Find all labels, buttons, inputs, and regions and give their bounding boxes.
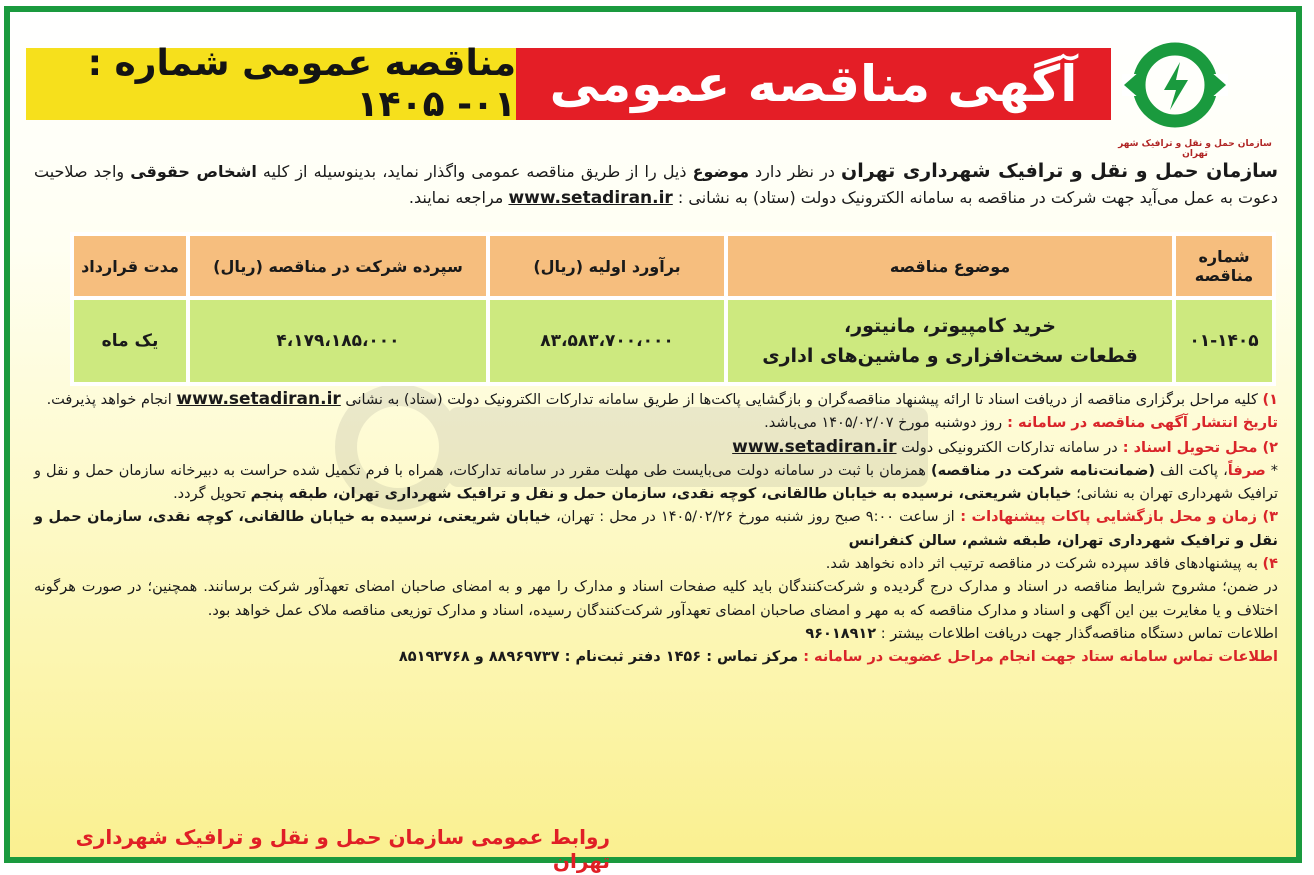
ad-title: آگهی مناقصه عمومی bbox=[549, 55, 1078, 113]
setad-contact-text: مرکز تماس : ۱۴۵۶ دفتر ثبت‌نام : ۸۸۹۶۹۷۳۷ و ۸۵۱۹۳۷۶۸ bbox=[398, 649, 799, 666]
setad-contact-label: اطلاعات تماس سامانه ستاد جهت انجام مراحل عضویت در سامانه : bbox=[798, 649, 1278, 666]
cell-estimate: ۸۳،۵۸۳،۷۰۰،۰۰۰ bbox=[488, 298, 726, 384]
item-4 bbox=[34, 553, 1278, 576]
item-3 bbox=[34, 506, 1278, 553]
ad-body bbox=[34, 388, 1278, 670]
note-envelope: (ضمانت‌نامه شرکت در مناقصه) bbox=[930, 462, 1155, 479]
item-1-text: کلیه مراحل برگزاری مناقصه از دریافت اسناد تا ارائه پیشنهاد مناقصه‌گران و بازگشایی پاکت‌ها از طریق سامانه تدارکات الکترونیک دولت (ستاد) به نشانی bbox=[340, 392, 1263, 408]
item-3-text: از ساعت ۹:۰۰ صبح روز شنبه مورخ ۱۴۰۵/۰۲/۲۶ در محل : تهران، bbox=[551, 509, 955, 526]
subject-line-2: قطعات سخت‌افزاری و ماشین‌های اداری bbox=[762, 345, 1138, 367]
envelope-note bbox=[34, 460, 1278, 507]
intro-paragraph bbox=[34, 158, 1278, 211]
cell-tender-number: ۰۱-۱۴۰۵ bbox=[1174, 298, 1274, 384]
note-only: صرفاً bbox=[1227, 462, 1266, 479]
logo-caption: سازمان حمل و نقل و ترافیک شهر تهران bbox=[1118, 139, 1272, 159]
publication-date-label: تاریخ انتشار آگهی مناقصه در سامانه : bbox=[1002, 415, 1278, 432]
note-text-3: تحویل گردد. bbox=[173, 486, 251, 503]
note-text-2: همزمان با ثبت در سامانه دولت می‌بایست طی مهلت مقرر در سامانه تدارکات، همراه با فرم تکمیل شده حراست به دبیرخانه سازمان حمل و نقل و ترافیک شهرداری تهران به نشانی؛ bbox=[34, 462, 1278, 503]
ad-header bbox=[26, 43, 1111, 125]
table-row bbox=[72, 298, 1274, 384]
item-2-link[interactable]: www.setadiran.ir bbox=[732, 436, 897, 457]
terms-paragraph: در ضمن؛ مشروح شرایط مناقصه در اسناد و مدارک درج گردیده و شرکت‌کنندگان باید کلیه صفحات اسناد و مدارک را مهر و به امضای صاحبان امضای تعهدآور شرکت برسانند. همچنین؛ در صورت هرگونه اختلاف و یا مغایرت بین این آگهی و اسناد و مدارک مناقصه که به مهر و امضای صاحبان امضای تعهدآور شرکت‌کنندگان رسیده، اسناد و مدارک توزیعی مناقصه ملاک عمل خواهد بود. bbox=[34, 579, 1278, 619]
item-1 bbox=[34, 388, 1278, 412]
intro-text-3: واجد صلاحیت دعوت به عمل می‌آید جهت شرکت در مناقصه به سامانه الکترونیک دولت (ستاد) به نشانی : bbox=[34, 162, 1278, 207]
item-1-link[interactable]: www.setadiran.ir bbox=[176, 389, 341, 409]
organization-logo-icon bbox=[1120, 38, 1230, 133]
tender-table bbox=[70, 232, 1276, 386]
header-tender-number: شماره مناقصه bbox=[1174, 234, 1274, 298]
header-subject: موضوع مناقصه bbox=[726, 234, 1174, 298]
publication-date bbox=[34, 412, 1278, 435]
cell-subject bbox=[726, 298, 1174, 384]
note-text-1: ، پاکت الف bbox=[1155, 462, 1228, 479]
tender-number-label: مناقصه عمومی شماره : ۰۱- ۱۴۰۵ bbox=[87, 43, 516, 125]
item-2 bbox=[34, 436, 1278, 460]
publication-date-text: روز دوشنبه مورخ ۱۴۰۵/۰۲/۰۷ می‌باشد. bbox=[764, 415, 1003, 432]
contact-number: ۹۶۰۱۸۹۱۲ bbox=[805, 625, 877, 642]
cell-duration: یک ماه bbox=[72, 298, 188, 384]
note-address: خیابان شریعتی، نرسیده به خیابان طالقانی، کوچه نقدی، سازمان حمل و نقل و ترافیک شهرداری تهران، طبقه پنجم bbox=[250, 486, 1072, 503]
header-deposit: سپرده شرکت در مناقصه (ریال) bbox=[188, 234, 488, 298]
intro-text-2: ذیل را از طریق مناقصه عمومی واگذار نماید، بدینوسیله از کلیه bbox=[256, 162, 693, 181]
note-star: * bbox=[1265, 462, 1279, 479]
setad-contact bbox=[34, 646, 1278, 669]
contact-info bbox=[34, 623, 1278, 646]
intro-subject-word: موضوع bbox=[692, 162, 749, 181]
item-1-number: ۱) bbox=[1262, 392, 1278, 408]
item-1-end: انجام خواهد پذیرفت. bbox=[46, 392, 177, 408]
ad-frame bbox=[4, 6, 1302, 873]
cell-deposit: ۴،۱۷۹،۱۸۵،۰۰۰ bbox=[188, 298, 488, 384]
item-2-label: ۲) محل تحویل اسناد : bbox=[1117, 439, 1278, 456]
setadiran-link[interactable]: www.setadiran.ir bbox=[508, 188, 673, 208]
item-4-text: به پیشنهادهای فاقد سپرده شرکت در مناقصه ترتیب اثر داده نخواهد شد. bbox=[825, 556, 1263, 573]
intro-legal-persons: اشخاص حقوقی bbox=[130, 162, 257, 181]
header-estimate: برآورد اولیه (ریال) bbox=[488, 234, 726, 298]
item-4-number: ۴) bbox=[1262, 556, 1278, 573]
contact-text: اطلاعات تماس دستگاه مناقصه‌گذار جهت دریافت اطلاعات بیشتر : bbox=[876, 625, 1278, 642]
public-relations-signature: روابط عمومی سازمان حمل و نقل و ترافیک شهرداری تهران bbox=[75, 825, 610, 873]
item-3-label: ۳) زمان و محل بازگشایی پاکات پیشنهادات : bbox=[954, 509, 1279, 526]
item-3-address: خیابان شریعتی، نرسیده به خیابان طالقانی، کوچه نقدی، سازمان حمل و نقل و ترافیک شهرداری تهران، طبقه ششم، سالن کنفرانس bbox=[34, 509, 1278, 549]
organization-name: سازمان حمل و نقل و ترافیک شهرداری تهران bbox=[841, 160, 1279, 182]
intro-text-4: مراجعه نمایند. bbox=[408, 188, 509, 207]
tender-table-header-row bbox=[72, 234, 1274, 298]
subject-line-1: خرید کامپیوتر، مانیتور، bbox=[843, 315, 1056, 337]
item-2-text: در سامانه تدارکات الکترونیکی دولت bbox=[896, 439, 1118, 456]
intro-text-1: در نظر دارد bbox=[748, 162, 842, 181]
header-duration: مدت قرارداد bbox=[72, 234, 188, 298]
